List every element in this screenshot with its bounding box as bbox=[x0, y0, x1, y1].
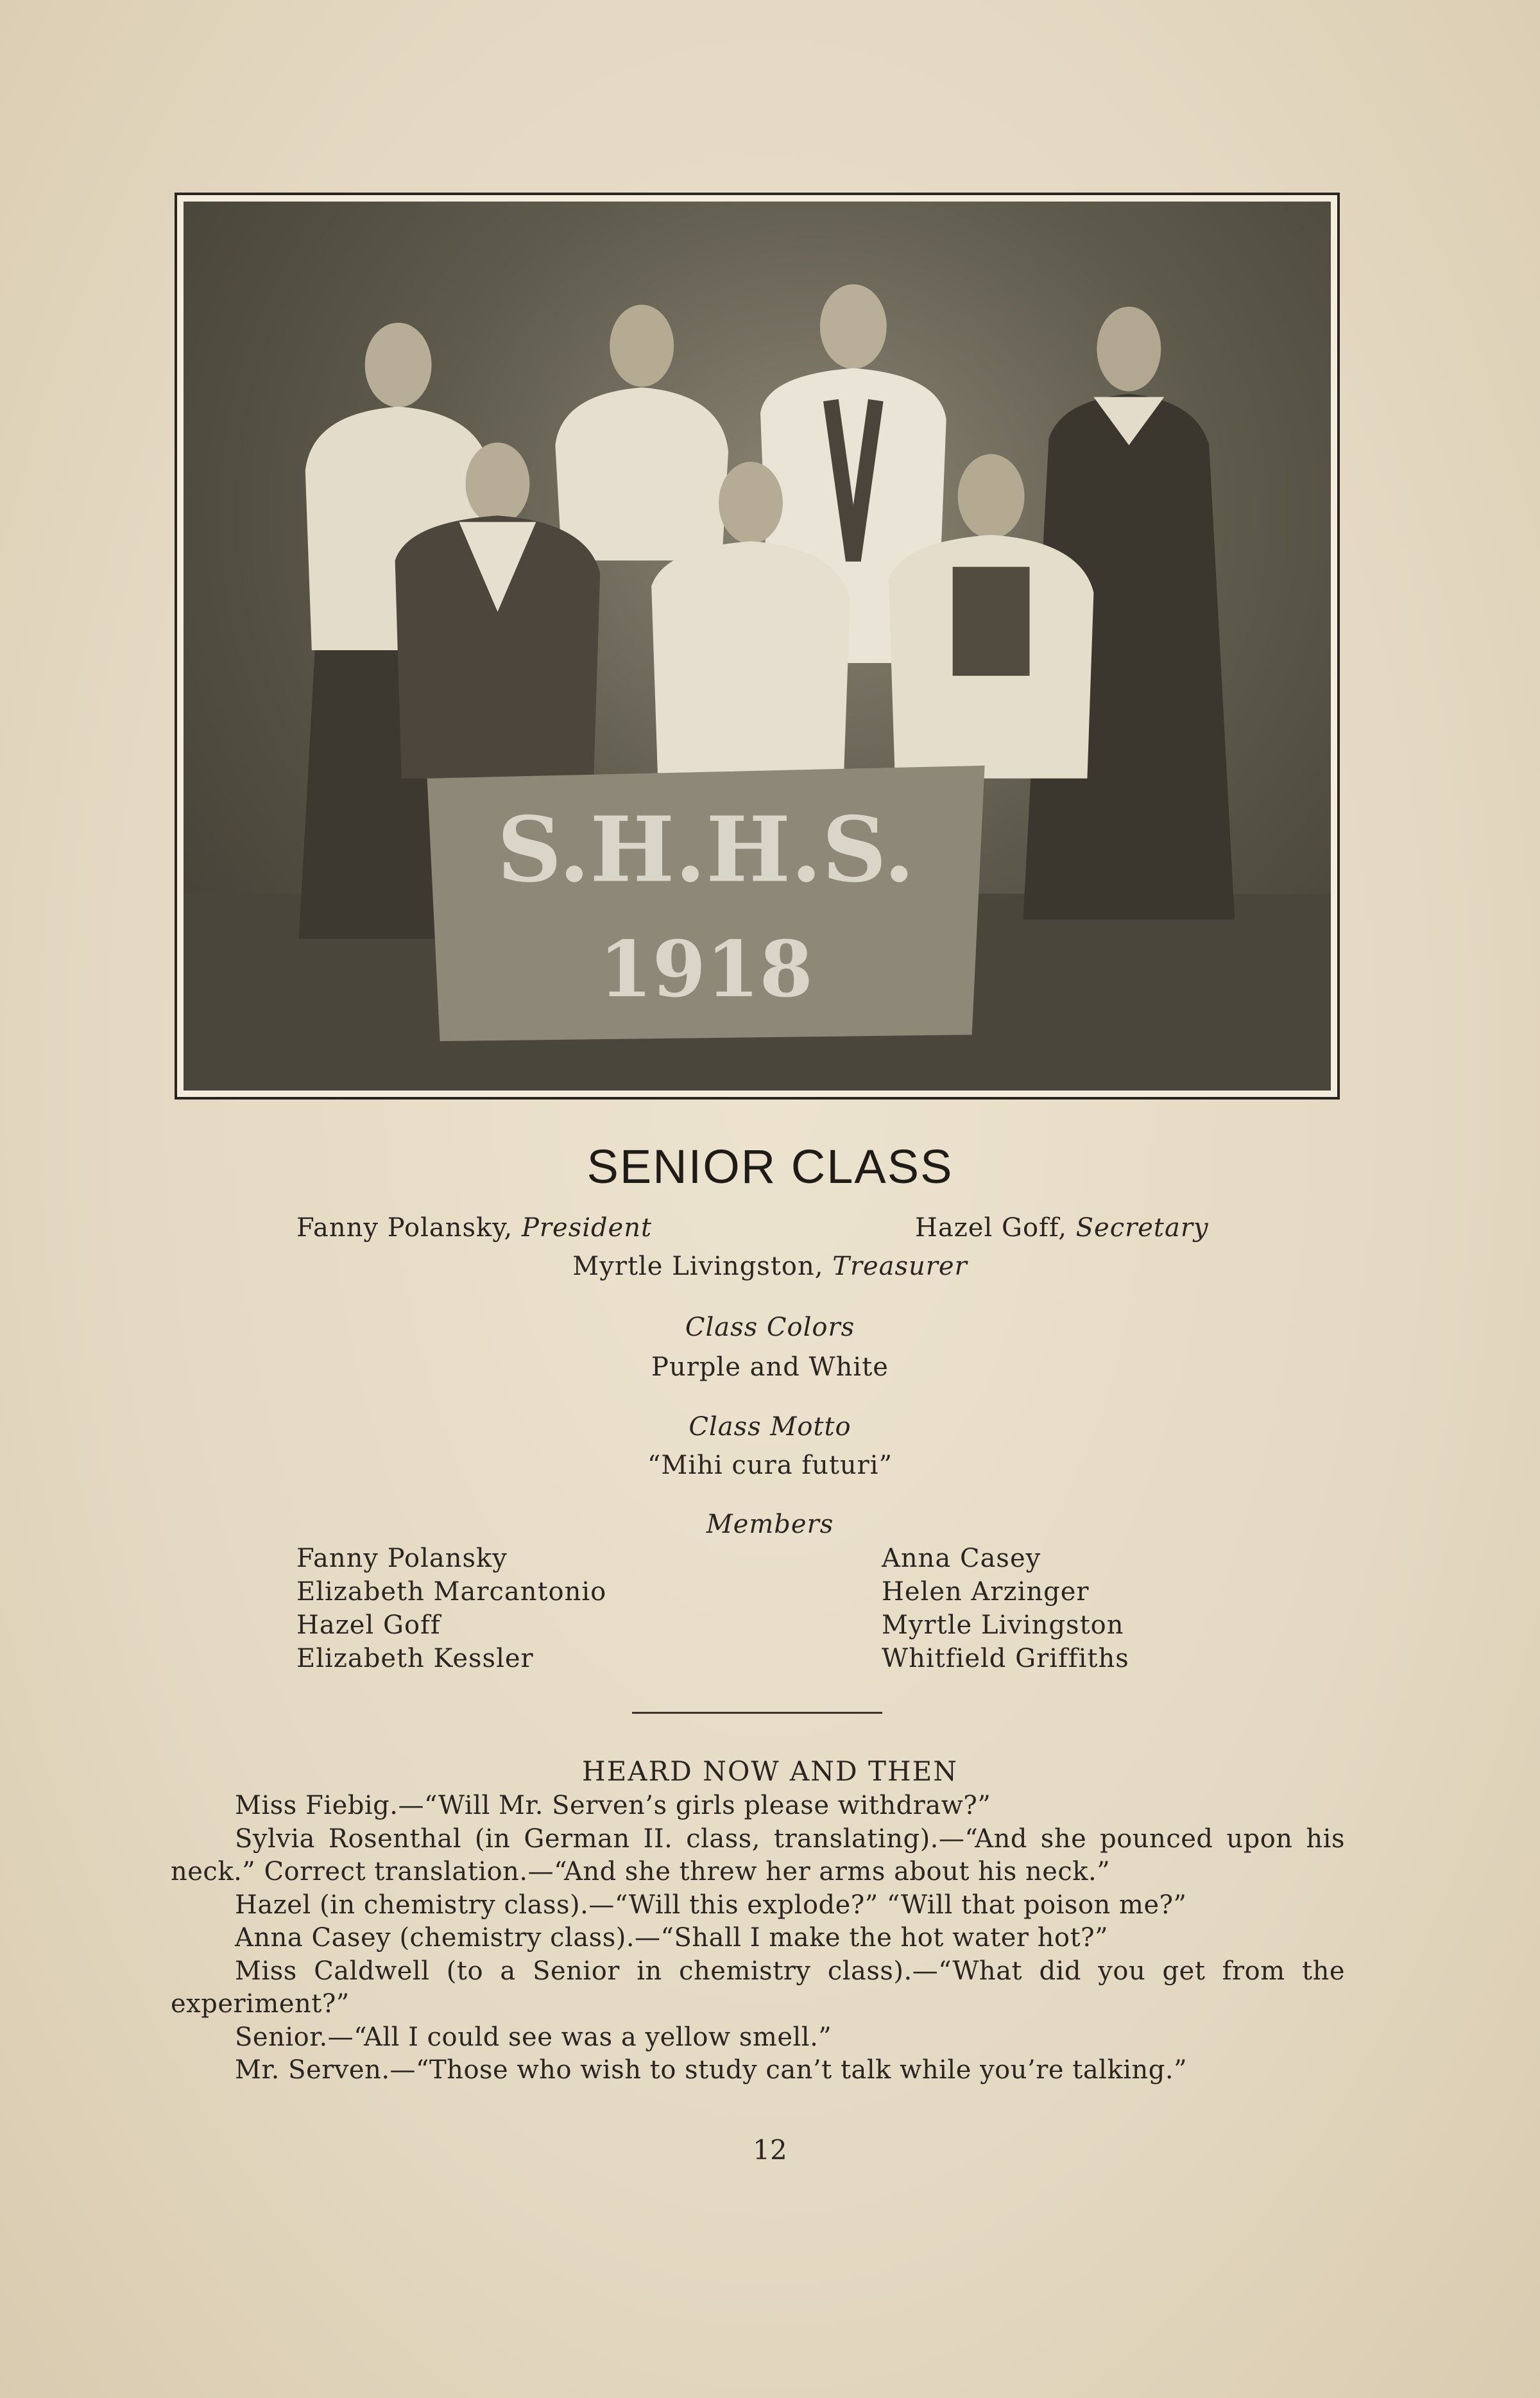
page-title: SENIOR CLASS bbox=[586, 1140, 954, 1193]
president-role: President bbox=[521, 1213, 653, 1243]
standing-girl-2 bbox=[555, 305, 728, 560]
class-motto-value: “Mihi cura futuri” bbox=[647, 1451, 893, 1480]
member-name: Elizabeth Kessler bbox=[296, 1644, 534, 1673]
banner-year: 1918 bbox=[599, 924, 813, 1015]
member-name: Helen Arzinger bbox=[882, 1577, 1090, 1607]
officer-president bbox=[296, 1213, 652, 1243]
heard-section-title: HEARD NOW AND THEN bbox=[581, 1755, 959, 1787]
member-name: Whitfield Griffiths bbox=[882, 1644, 1129, 1673]
member-name: Elizabeth Marcantonio bbox=[296, 1577, 607, 1607]
quote-paragraph: Sylvia Rosenthal (in German II. class, translating).—“And she pounced upon his neck.” Correct translation.—“And she threw her arms about his neck.” bbox=[171, 1824, 1345, 1886]
quote-paragraph: Hazel (in chemistry class).—“Will this explode?” “Will that poison me?” bbox=[235, 1890, 1187, 1920]
class-photo bbox=[175, 193, 1340, 1100]
class-colors-label: Class Colors bbox=[685, 1313, 855, 1342]
members-list-right bbox=[882, 1542, 1129, 1675]
quote-paragraph: Miss Fiebig.—“Will Mr. Serven’s girls please withdraw?” bbox=[235, 1791, 991, 1820]
class-photo-drawing bbox=[184, 202, 1331, 1091]
section-divider bbox=[632, 1712, 882, 1714]
members-label: Members bbox=[706, 1510, 834, 1539]
officer-treasurer bbox=[0, 1252, 1540, 1281]
member-name: Myrtle Livingston bbox=[882, 1610, 1124, 1640]
secretary-name: Hazel Goff, bbox=[915, 1213, 1076, 1243]
member-name: Hazel Goff bbox=[296, 1610, 441, 1640]
quote-paragraph: Miss Caldwell (to a Senior in chemistry class).—“What did you get from the experiment?” bbox=[171, 1956, 1345, 2019]
banner-initials: S.H.H.S. bbox=[497, 797, 915, 902]
member-name: Fanny Polansky bbox=[296, 1544, 508, 1573]
members-list-left bbox=[296, 1542, 606, 1675]
quote-paragraph: Mr. Serven.—“Those who wish to study can’t talk while you’re talking.” bbox=[235, 2055, 1188, 2085]
quote-paragraph: Anna Casey (chemistry class).—“Shall I make the hot water hot?” bbox=[235, 1923, 1109, 1953]
class-banner bbox=[427, 766, 985, 1041]
class-photo-image bbox=[184, 202, 1331, 1091]
officer-secretary bbox=[915, 1213, 1209, 1243]
page-number: 12 bbox=[753, 2134, 787, 2166]
heard-section-text bbox=[171, 1790, 1345, 2087]
class-colors-value: Purple and White bbox=[651, 1352, 889, 1382]
member-name: Anna Casey bbox=[882, 1544, 1041, 1573]
treasurer-role: Treasurer bbox=[832, 1252, 968, 1281]
treasurer-name: Myrtle Livingston, bbox=[572, 1252, 833, 1281]
class-motto-label: Class Motto bbox=[689, 1412, 851, 1442]
secretary-role: Secretary bbox=[1075, 1213, 1209, 1243]
president-name: Fanny Polansky, bbox=[296, 1213, 522, 1243]
quote-paragraph: Senior.—“All I could see was a yellow smell.” bbox=[235, 2022, 832, 2052]
